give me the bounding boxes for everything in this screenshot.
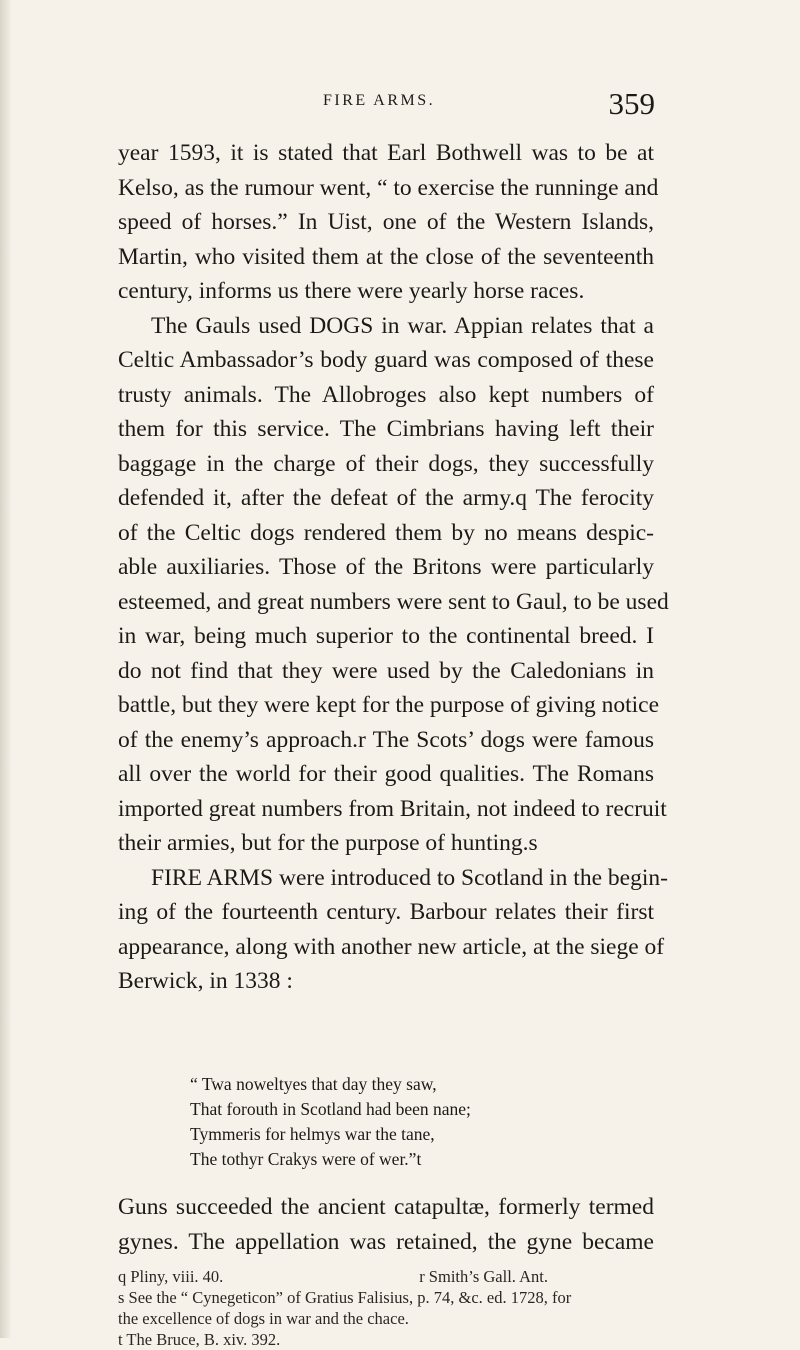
page-spine-shadow xyxy=(0,0,12,1338)
verse-line: “ Twa noweltyes that day they saw, xyxy=(190,1074,437,1094)
body-text xyxy=(118,136,669,999)
body-line: baggage in the charge of their dogs, they successfully xyxy=(118,450,654,477)
body-line: trusty animals. The Allobroges also kept numbers of xyxy=(118,381,654,408)
body-line: Berwick, in 1338 : xyxy=(118,968,293,994)
body-line: do not find that they were used by the Caledonians in xyxy=(118,657,654,684)
body-line: FIRE ARMS were introduced to Scotland in the begin- xyxy=(151,864,668,891)
body-line: gynes. The appellation was retained, the gyne became xyxy=(118,1228,654,1255)
body-line: year 1593, it is stated that Earl Bothwell was to be at xyxy=(118,140,654,166)
body-line: speed of horses.” In Uist, one of the Western Islands, xyxy=(118,209,654,235)
body-line: esteemed, and great numbers were sent to Gaul, to be used xyxy=(118,588,669,615)
body-line: Kelso, as the rumour went, “ to exercise the runninge and xyxy=(118,174,659,201)
verse-line: That forouth in Scotland had been nane; xyxy=(190,1099,471,1119)
body-line: appearance, along with another new article, at the siege of xyxy=(118,933,665,960)
body-line: defended it, after the defeat of the army.q The ferocity xyxy=(118,485,654,511)
body-line: of the enemy’s approach.r The Scots’ dogs were famous xyxy=(118,726,654,753)
verse-line: Tymmeris for helmys war the tane, xyxy=(190,1124,435,1144)
body-line: battle, but they were kept for the purpose of giving notice xyxy=(118,692,659,718)
body-line: Martin, who visited them at the close of the seventeenth xyxy=(118,243,654,270)
body-line: Celtic Ambassador’s body guard was composed of these xyxy=(118,347,654,373)
verse-line: The tothyr Crakys were of wer.”t xyxy=(190,1149,422,1169)
footnote-t: t The Bruce, B. xiv. 392. xyxy=(118,1330,281,1349)
body-line: all over the world for their good qualities. The Romans xyxy=(118,761,654,787)
body-line: ing of the fourteenth century. Barbour relates their first xyxy=(118,899,654,925)
footnote-s: s See the “ Cynegeticon” of Gratius Falisius, p. 74, &c. ed. 1728, for xyxy=(118,1288,572,1307)
body-line: their armies, but for the purpose of hunting.s xyxy=(118,830,538,856)
footnote-r: r Smith’s Gall. Ant. xyxy=(419,1267,548,1286)
footnote-row xyxy=(118,1266,658,1287)
footnote-q: q Pliny, viii. 40. xyxy=(118,1267,224,1286)
body-line: them for this service. The Cimbrians having left their xyxy=(118,416,654,442)
body-line: of the Celtic dogs rendered them by no means despic- xyxy=(118,519,654,546)
body-line: in war, being much superior to the continental breed. I xyxy=(118,623,654,649)
verse-quotation xyxy=(190,1072,650,1172)
body-line: able auxiliaries. Those of the Britons were particularly xyxy=(118,554,654,580)
continuation-text xyxy=(118,1190,654,1259)
body-line: century, informs us there were yearly horse races. xyxy=(118,278,585,304)
page-number: 359 xyxy=(608,86,655,121)
page-header xyxy=(0,86,800,126)
body-line: The Gauls used DOGS in war. Appian relates that a xyxy=(151,312,654,339)
body-line: Guns succeeded the ancient catapultæ, formerly termed xyxy=(118,1194,654,1220)
running-title: FIRE ARMS. xyxy=(323,92,436,109)
footnote-s-continued: the excellence of dogs in war and the chace. xyxy=(118,1309,409,1328)
body-line: imported great numbers from Britain, not indeed to recruit xyxy=(118,795,667,822)
footnotes xyxy=(118,1266,658,1350)
